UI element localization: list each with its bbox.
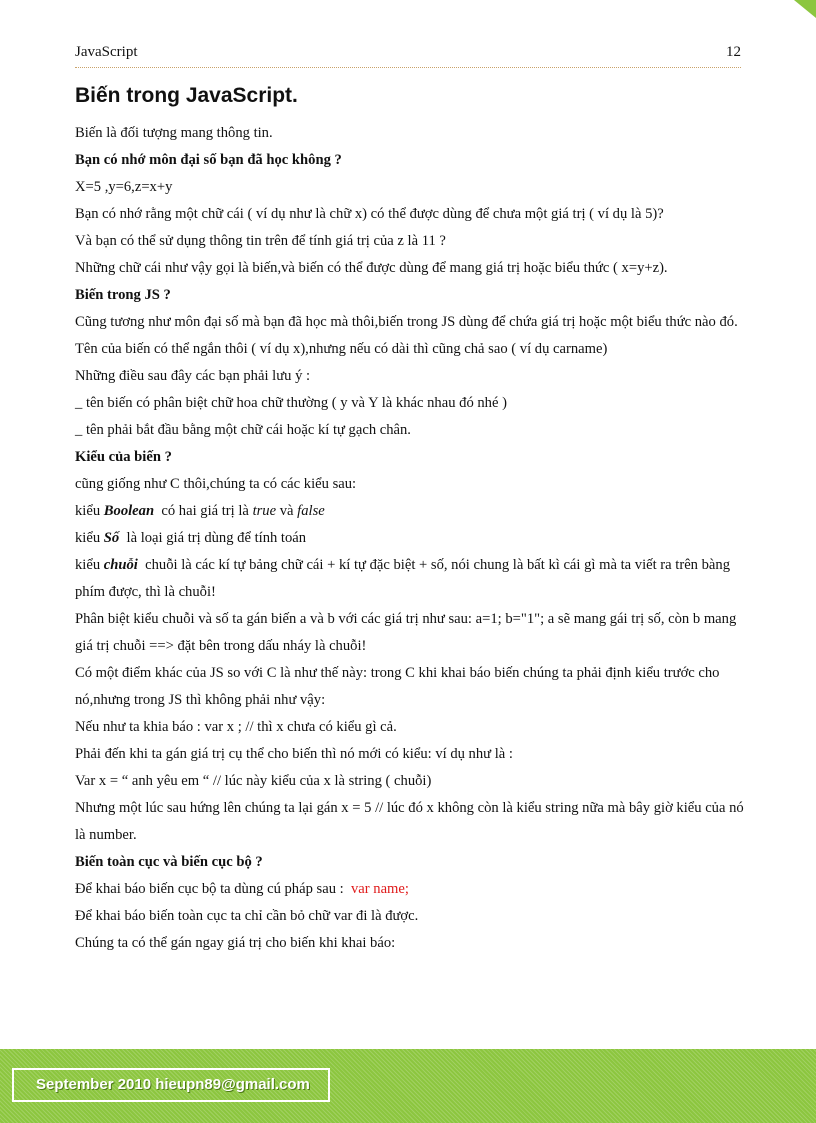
paragraph: Tên của biến có thể ngắn thôi ( ví dụ x),nhưng nếu có dài thì cũng chả sao ( ví dụ carname) (75, 341, 608, 357)
type-string-line (75, 552, 755, 606)
subheading: Bạn có nhớ môn đại số bạn đã học không ? (75, 152, 342, 168)
paragraph: Để khai báo biến toàn cục ta chỉ cần bỏ chữ var đi là được. (75, 908, 419, 924)
paragraph: Phải đến khi ta gán giá trị cụ thể cho biến thì nó mới có kiểu: ví dụ như là : (75, 746, 513, 762)
type-prefix: kiểu (75, 503, 101, 519)
page-header (75, 44, 741, 68)
type-number-line (75, 525, 755, 552)
type-desc: chuỗi là các kí tự bảng chữ cái + kí tự đặc biệt + số, nói chung là bất kì cái gì mà ta viết ra trên bàng phím được, thì là chuỗi! (75, 557, 730, 600)
paragraph: Bạn có nhớ rằng một chữ cái ( ví dụ như là chữ x) có thể được dùng để chưa một giá trị ( ví dụ là 5)? (75, 206, 664, 222)
paragraph: Var x = “ anh yêu em “ // lúc này kiểu của x là string ( chuỗi) (75, 773, 432, 789)
paragraph: _ tên phải bắt đầu bằng một chữ cái hoặc kí tự gạch chân. (75, 422, 411, 438)
paragraph: Những chữ cái như vậy gọi là biến,và biến có thể được dùng để mang giá trị hoặc biểu thức ( x=y+z). (75, 260, 668, 276)
type-name-number: Số (103, 530, 120, 546)
type-name-boolean: Boolean (103, 503, 155, 519)
paragraph-text: Để khai báo biến cục bộ ta dùng cú pháp sau : (75, 881, 344, 897)
paragraph: Phân biệt kiểu chuỗi và số ta gán biến a và b với các giá trị như sau: a=1; b="1"; a sẽ mang gái trị số, còn b mang giá trị chuỗi ==> đặt bên trong dấu nháy là chuỗi! (75, 611, 737, 654)
page-number: 12 (726, 44, 741, 60)
subheading: Kiểu của biến ? (75, 449, 172, 465)
header-title: JavaScript (75, 44, 138, 60)
document-body (75, 120, 755, 957)
paragraph: Những điều sau đây các bạn phải lưu ý : (75, 368, 311, 384)
page-footer (0, 1049, 816, 1123)
paragraph: X=5 ,y=6,z=x+y (75, 179, 173, 195)
corner-decoration (794, 0, 816, 18)
paragraph: Cũng tương như môn đại số mà bạn đã học mà thôi,biến trong JS dùng để chứa giá trị hoặc một biểu thức nào đó. (75, 314, 738, 330)
paragraph: Nhưng một lúc sau hứng lên chúng ta lại gán x = 5 // lúc đó x không còn là kiểu string nữa mà bây giờ kiểu của nó là number. (75, 800, 744, 843)
type-desc: là loại giá trị dùng để tính toán (126, 530, 307, 546)
paragraph: Và bạn có thể sử dụng thông tin trên để tính giá trị của z là 11 ? (75, 233, 446, 249)
paragraph: Chúng ta có thể gán ngay giá trị cho biến khi khai báo: (75, 935, 396, 951)
subheading: Biến trong JS ? (75, 287, 171, 303)
paragraph: Biến là đối tượng mang thông tin. (75, 125, 273, 141)
type-boolean-line (75, 498, 755, 525)
paragraph: Có một điểm khác của JS so với C là như thế này: trong C khi khai báo biến chúng ta phải định kiểu trước cho nó,nhưng trong JS thì không phải như vậy: (75, 665, 720, 708)
paragraph: Nếu như ta khia báo : var x ; // thì x chưa có kiểu gì cả. (75, 719, 397, 735)
paragraph: cũng giống như C thôi,chúng ta có các kiểu sau: (75, 476, 357, 492)
type-prefix: kiểu (75, 557, 101, 573)
local-var-line (75, 876, 755, 903)
section-title: Biến trong JavaScript. (75, 84, 298, 107)
value-false: false (297, 503, 325, 519)
conjunction: và (279, 503, 294, 519)
code-snippet: var name; (350, 881, 409, 897)
footer-label: September 2010 hieupn89@gmail.com (12, 1068, 330, 1102)
type-desc: có hai giá trị là (161, 503, 249, 519)
paragraph: _ tên biến có phân biệt chữ hoa chữ thường ( y và Y là khác nhau đó nhé ) (75, 395, 507, 411)
type-prefix: kiểu (75, 530, 101, 546)
type-name-string: chuỗi (103, 557, 138, 573)
subheading: Biến toàn cục và biến cục bộ ? (75, 854, 263, 870)
value-true: true (252, 503, 277, 519)
